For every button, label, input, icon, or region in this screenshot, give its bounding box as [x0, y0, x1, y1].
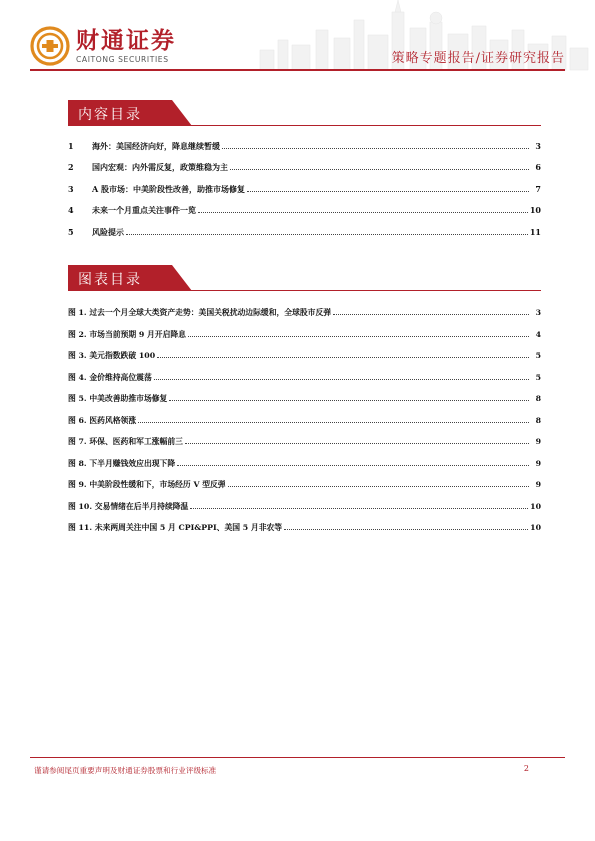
dot-leader — [177, 465, 529, 466]
dot-leader — [222, 148, 529, 149]
figure-item-label[interactable]: 图 9. 中美阶段性缓和下，市场经历 V 型反弹 — [68, 480, 226, 489]
figure-item[interactable] — [68, 410, 541, 432]
figure-item-page: 9 — [535, 458, 541, 468]
dot-leader — [228, 486, 529, 487]
contents-item-page: 10 — [529, 205, 541, 216]
contents-item-label[interactable]: 海外：美国经济向好，降息继续暂缓 — [92, 141, 220, 151]
contents-item-number: 5 — [68, 226, 74, 237]
contents-list — [68, 136, 541, 243]
contents-item-number: 3 — [68, 183, 74, 194]
figure-item-label[interactable]: 图 10. 交易情绪在后半月持续降温 — [68, 501, 189, 511]
banner-underline — [68, 290, 541, 291]
dot-leader — [126, 234, 528, 235]
figure-item[interactable] — [68, 517, 541, 539]
figure-item[interactable] — [68, 474, 541, 496]
caitong-logo-icon — [30, 26, 70, 66]
footer-divider — [30, 757, 565, 758]
figure-item-page: 8 — [535, 415, 541, 425]
contents-section — [68, 100, 541, 243]
dot-leader — [185, 443, 529, 444]
dot-leader — [284, 529, 528, 530]
figure-item-page: 10 — [530, 501, 541, 511]
dot-leader — [188, 336, 529, 337]
figure-item[interactable] — [68, 345, 541, 367]
figures-list — [68, 302, 541, 539]
figure-item-page: 4 — [535, 329, 541, 339]
banner-underline — [68, 125, 541, 126]
contents-banner — [68, 100, 541, 126]
figure-item[interactable] — [68, 388, 541, 410]
contents-item-number: 4 — [68, 205, 74, 216]
figure-item-page: 10 — [530, 523, 541, 532]
figure-item-page: 5 — [535, 351, 541, 360]
figures-title: 图表目录 — [78, 272, 142, 288]
contents-item-number: 1 — [68, 141, 74, 151]
figure-item-page: 9 — [535, 480, 541, 489]
figure-item-page: 5 — [535, 372, 541, 382]
contents-item[interactable] — [68, 136, 541, 157]
figures-banner — [68, 265, 541, 291]
figure-item-page: 3 — [535, 308, 541, 317]
dot-leader — [154, 379, 529, 380]
page-number: 2 — [523, 764, 529, 773]
contents-item-label[interactable]: 国内宏观：内外需反复，政策维稳为主 — [92, 162, 228, 173]
figure-item[interactable] — [68, 496, 541, 518]
figure-item[interactable] — [68, 367, 541, 389]
dot-leader — [190, 508, 528, 509]
contents-item-page: 3 — [535, 141, 541, 151]
contents-item[interactable] — [68, 179, 541, 200]
figure-item-label[interactable]: 图 5. 中美改善助推市场修复 — [68, 394, 168, 403]
figure-item-label[interactable]: 图 6. 医药风格领涨 — [68, 415, 137, 425]
figure-item-label[interactable]: 图 3. 美元指数跌破 100 — [68, 351, 156, 360]
contents-item-label[interactable]: 未来一个月重点关注事件一览 — [92, 205, 196, 216]
dot-leader — [333, 314, 529, 315]
logo-chinese-name: 财通证券 — [76, 27, 176, 54]
figure-item-page: 9 — [535, 437, 541, 446]
dot-leader — [157, 357, 529, 358]
figure-item-label[interactable]: 图 4. 金价维持高位震荡 — [68, 372, 152, 382]
figure-item[interactable] — [68, 302, 541, 324]
report-type-label: 策略专题报告/证券研究报告 — [391, 51, 565, 66]
dot-leader — [230, 169, 529, 170]
dot-leader — [198, 212, 528, 213]
figure-item-page: 8 — [535, 394, 541, 403]
company-logo — [30, 26, 176, 66]
figure-item-label[interactable]: 图 1. 过去一个月全球大类资产走势：美国关税扰动边际缓和，全球股市反弹 — [68, 308, 332, 317]
contents-item[interactable] — [68, 222, 541, 243]
header-divider — [30, 69, 565, 71]
footer-disclaimer: 谨请参阅尾页重要声明及财通证券股票和行业评级标准 — [34, 766, 217, 775]
city-skyline-watermark — [250, 0, 595, 85]
page-header — [0, 0, 595, 90]
contents-item-page: 11 — [529, 226, 541, 237]
dot-leader — [247, 191, 529, 192]
figure-item-label[interactable]: 图 8. 下半月赚钱效应出现下降 — [68, 458, 176, 468]
figure-item[interactable] — [68, 431, 541, 453]
dot-leader — [138, 422, 529, 423]
contents-item-label[interactable]: A 股市场：中美阶段性改善，助推市场修复 — [92, 183, 245, 194]
contents-item[interactable] — [68, 200, 541, 221]
dot-leader — [169, 400, 529, 401]
figures-section — [68, 265, 541, 539]
figure-item[interactable] — [68, 324, 541, 346]
figure-item[interactable] — [68, 453, 541, 475]
contents-item[interactable] — [68, 157, 541, 178]
contents-item-page: 7 — [535, 183, 541, 194]
contents-title: 内容目录 — [78, 107, 142, 123]
contents-item-number: 2 — [68, 162, 74, 173]
figure-item-label[interactable]: 图 11. 未来两周关注中国 5 月 CPI&PPI、美国 5 月非农等 — [68, 523, 283, 532]
figure-item-label[interactable]: 图 7. 环保、医药和军工涨幅前三 — [68, 437, 183, 446]
figure-item-label[interactable]: 图 2. 市场当前预期 9 月开启降息 — [68, 329, 186, 339]
contents-item-label[interactable]: 风险提示 — [92, 226, 124, 237]
contents-item-page: 6 — [535, 162, 541, 173]
logo-english-name: CAITONG SECURITIES — [76, 54, 169, 64]
